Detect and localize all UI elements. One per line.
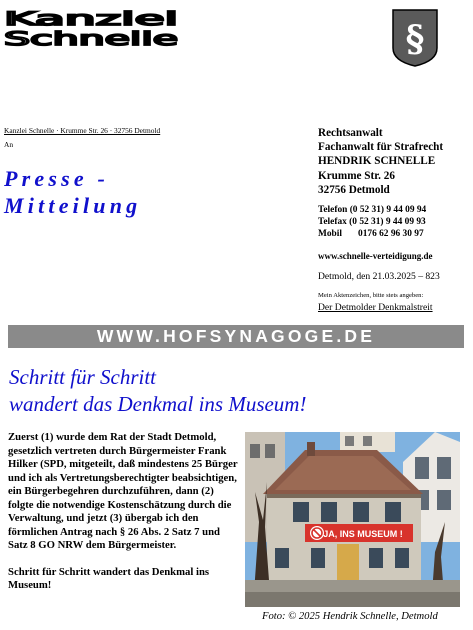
mobile-row	[318, 228, 426, 240]
fax-label: Telefax	[318, 217, 347, 227]
phone-label: Telefon	[318, 205, 348, 215]
headline-line2: wandert das Denkmal ins Museum!	[9, 392, 307, 416]
kanzlei-logo	[4, 9, 180, 47]
lawyer-title: Rechtsanwalt	[318, 127, 383, 139]
fax-row	[318, 216, 426, 228]
paragraph-icon: §	[405, 18, 425, 60]
logo-line2: Schnelle	[4, 28, 178, 47]
mobile-number: 0176 62 96 30 97	[358, 229, 424, 239]
paragraph-badge	[391, 8, 439, 68]
lawyer-specialty: Fachanwalt für Strafrecht	[318, 141, 444, 154]
lawyer-name: HENDRIK SCHNELLE	[318, 155, 436, 168]
photo-banner-text: JA, INS MUSEUM !	[323, 529, 403, 539]
document-type-title	[4, 165, 141, 219]
body-paragraph-2: Schritt für Schritt wandert das Denkmal ins Museum!	[8, 565, 210, 592]
phone-number: (0 52 31) 9 44 09 94	[349, 205, 427, 215]
body-text	[8, 431, 240, 593]
website-link[interactable]: www.schnelle-verteidigung.de	[318, 251, 433, 261]
recipient-label: An	[4, 140, 14, 149]
reference-note: Mein Aktenzeichen, bitte stets angeben:	[318, 292, 424, 299]
lawyer-block	[318, 126, 443, 197]
document-type-line2: Mitteilung	[4, 193, 142, 218]
sender-address-line: Kanzlei Schnelle · Krumme Str. 26 · 32756 Detmold	[4, 126, 161, 135]
headline	[9, 364, 306, 418]
website-banner-text[interactable]: WWW.HOFSYNAGOGE.DE	[96, 326, 376, 346]
website-banner	[8, 325, 464, 348]
contact-block	[318, 204, 426, 240]
photo-caption: Foto: © 2025 Hendrik Schnelle, Detmold	[262, 611, 438, 622]
logo-line1: Kanzlei	[4, 9, 178, 30]
lawyer-city: 32756 Detmold	[318, 183, 390, 196]
document-type-line1: Presse -	[4, 166, 110, 191]
headline-line1: Schritt für Schritt	[9, 365, 156, 389]
mobile-label: Mobil	[318, 229, 342, 239]
reference-value: Der Detmolder Denkmalstreit	[318, 302, 433, 313]
date-line: Detmold, den 21.03.2025 – 823	[318, 271, 440, 282]
phone-row	[318, 204, 426, 216]
fax-number: (0 52 31) 9 44 09 93	[349, 217, 426, 227]
body-paragraph-1: Zuerst (1) wurde dem Rat der Stadt Detmold, gesetzlich vertreten durch Bürgermeister Frank Hilker (SPD, mitgeteilt, daß mindestens 25 Bürger und ich als Vertretungsberechtigter beabsichtigen, ein Bürgerbegehren durchzuführen, dann (2) folgte die notwendige Kostenschätzung durch die Verwaltung, und jetzt (3) übergab ich den förmlichen Antrag nach § 26 Abs. 2 Satz 7 und Satz 8 GO NRW dem Bürgermeister.	[8, 431, 238, 552]
building-photo	[245, 432, 460, 607]
lawyer-street: Krumme Str. 26	[318, 169, 395, 182]
